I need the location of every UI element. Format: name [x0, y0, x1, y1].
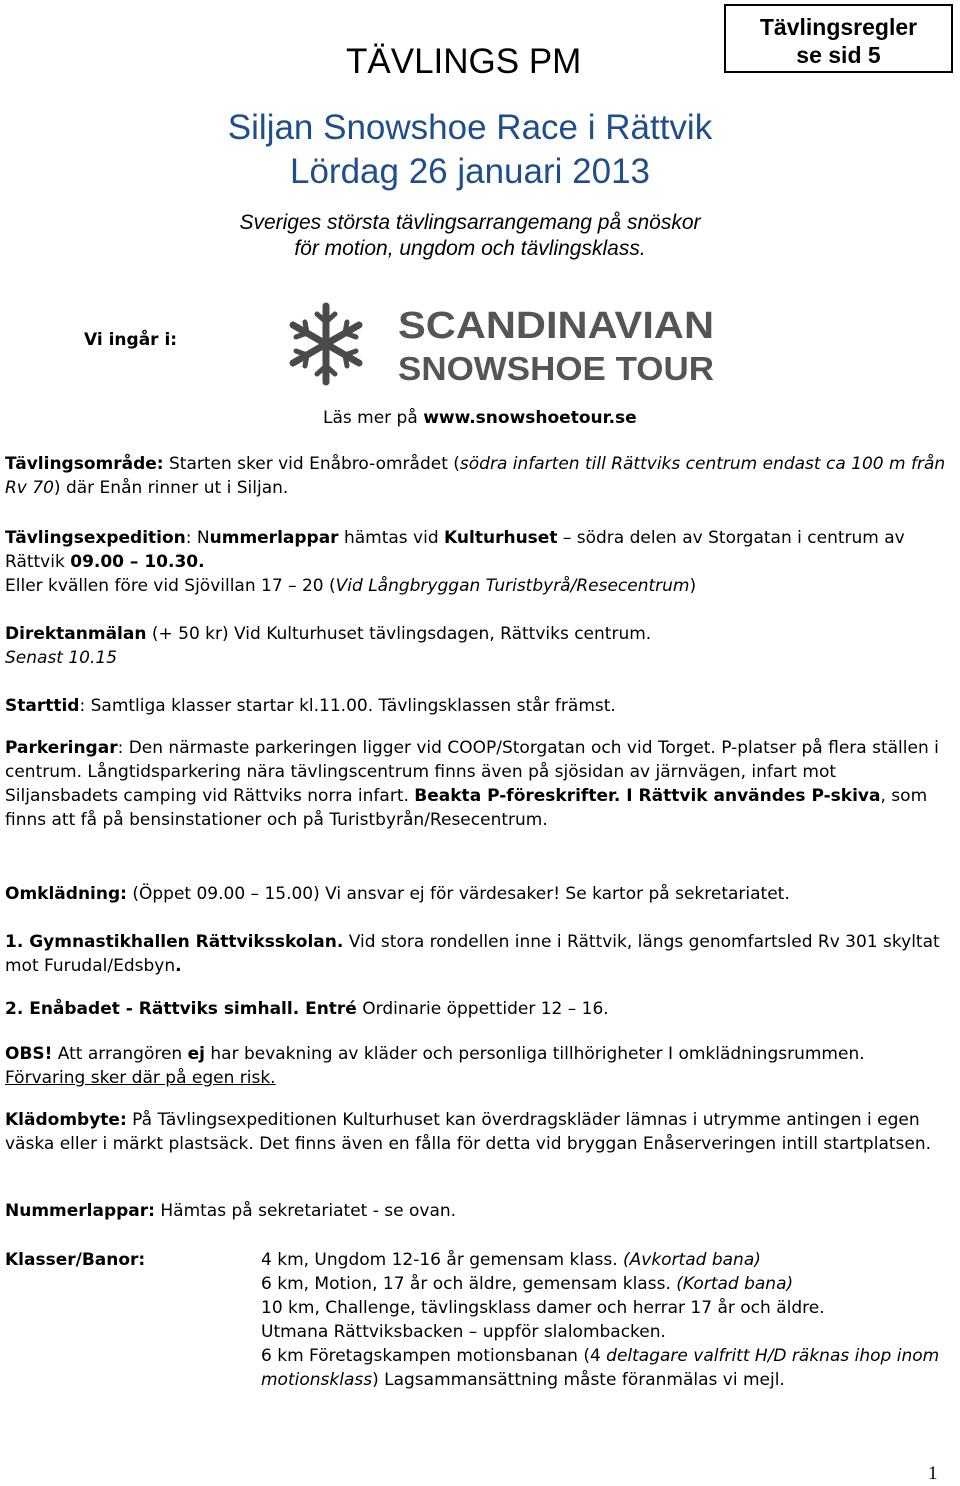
page-title: TÄVLINGS PM: [346, 42, 582, 81]
expedition-label: Tävlingsexpedition: [5, 528, 186, 548]
klass-note: (Avkortad bana): [623, 1250, 761, 1270]
event-heading: [160, 106, 780, 194]
starttid-label: Starttid: [5, 696, 80, 716]
obs-text-2: har bevakning av kläder och personliga tillhörigheter I omklädningsrummen.: [204, 1044, 865, 1064]
section-obs: [5, 1042, 950, 1090]
parkering-text: : Den närmaste parkeringen ligger vid COOP/Storgatan och vid Torget. P-platser på flera ställen i centrum. Långtidsparkering nära tävlingscentrum finns även på sjösidan av järnvägen, infart mot Siljansbadets camping vid Rättviks norra infart.: [5, 738, 939, 806]
section-parkeringar: [5, 736, 950, 832]
omrade-text: Starten sker vid Enåbro-området (: [163, 454, 460, 474]
omrade-label: Tävlingsområde:: [5, 454, 164, 474]
parkering-label: Parkeringar: [5, 738, 118, 758]
section-kladombyte: [5, 1108, 950, 1156]
expedition-text-3: – södra delen av Storgatan i centrum av Rättvik: [5, 528, 905, 572]
read-more-text: Läs mer på: [323, 408, 418, 428]
expedition-time: 09.00 – 10.30.: [70, 552, 205, 572]
expedition-bold-1: ummerlappar: [209, 528, 339, 548]
tour-link[interactable]: www.snowshoetour.se: [423, 408, 637, 428]
expedition-text-2: hämtas vid: [338, 528, 445, 548]
section-nummerlappar: [5, 1199, 950, 1223]
rules-box-line1: Tävlingsregler: [759, 14, 918, 40]
klass-note: deltagare valfritt H/D räknas ihop inom motionsklass: [261, 1346, 940, 1390]
obs-text: Att arrangören: [52, 1044, 188, 1064]
enabadet-title: 2. Enåbadet - Rättviks simhall. Entré: [5, 999, 357, 1019]
direkt-deadline: Senast 10.15: [5, 648, 118, 668]
tagline: [160, 210, 780, 262]
starttid-text: : Samtliga klasser startar kl.11.00. Tävlingsklassen står främst.: [79, 696, 616, 716]
tour-label: Vi ingår i:: [84, 330, 178, 350]
omrade-text-end: ) där Enån rinner ut i Siljan.: [53, 478, 289, 498]
nummerlappar-text: Hämtas på sekretariatet - se ovan.: [154, 1201, 457, 1221]
page-number: 1: [928, 1463, 938, 1484]
snowflake-icon: [293, 306, 359, 382]
omkladning-text: (Öppet 09.00 – 15.00) Vi ansvar ej för värdesaker! Se kartor på sekretariatet.: [126, 884, 790, 904]
tagline-line1: Sveriges största tävlingsarrangemang på snöskor: [239, 211, 701, 234]
section-omkladning: [5, 882, 950, 906]
kladombyte-text: På Tävlingsexpeditionen Kulturhuset kan överdragskläder lämnas i utrymme antingen i egen väska eller i märkt plastsäck. Det finns även en fålla för detta vid bryggan Enåserveringen intill startplatsen.: [5, 1110, 932, 1154]
direkt-label: Direktanmälan: [5, 624, 147, 644]
klass-item: [261, 1344, 951, 1392]
klass-text: 6 km, Motion, 17 år och äldre, gemensam klass.: [261, 1274, 677, 1294]
section-tavlingsexpedition: [5, 526, 950, 598]
klass-item: Utmana Rättviksbacken – uppför slalombacken.: [261, 1322, 666, 1342]
parkering-bold: Beakta P-föreskrifter. I Rättvik användes P-skiva: [414, 786, 881, 806]
expedition-text: : N: [185, 528, 210, 548]
klass-text: 4 km, Ungdom 12-16 år gemensam klass.: [261, 1250, 623, 1270]
parkering-text-end: , som finns att få på bensinstationer och på Turistbyrån/Resecentrum.: [5, 786, 928, 830]
section-gymnastikhallen: [5, 930, 950, 978]
kladombyte-label: Klädombyte:: [5, 1110, 127, 1130]
klass-item: 10 km, Challenge, tävlingsklass damer och herrar 17 år och äldre.: [261, 1298, 825, 1318]
omkladning-label: Omklädning:: [5, 884, 127, 904]
obs-bold: ej: [187, 1044, 205, 1064]
event-date: Lördag 26 januari 2013: [289, 152, 650, 191]
klasser-label: Klasser/Banor:: [5, 1250, 146, 1270]
rules-reference-box: [724, 4, 953, 73]
tagline-line2: för motion, ungdom och tävlingsklass.: [294, 237, 646, 260]
direkt-text: (+ 50 kr) Vid Kulturhuset tävlingsdagen, Rättviks centrum.: [146, 624, 652, 644]
obs-label: OBS!: [5, 1044, 53, 1064]
event-name: Siljan Snowshoe Race i Rättvik: [227, 108, 713, 147]
logo-line1: SCANDINAVIAN: [398, 305, 714, 347]
gymnastik-text: Vid stora rondellen inne i Rättvik, längs genomfartsled Rv 301 skyltat mot Furudal/Edsbyn: [5, 932, 940, 976]
section-tavlingsomrade: [5, 452, 950, 500]
klasser-list: [261, 1248, 951, 1392]
gymnastik-period: .: [175, 956, 182, 976]
section-starttid: [5, 694, 950, 718]
klass-note: (Kortad bana): [676, 1274, 794, 1294]
expedition-location: Vid Långbryggan Turistbyrå/Resecentrum: [335, 576, 690, 596]
nummerlappar-label: Nummerlappar:: [5, 1201, 155, 1221]
logo-line2: SNOWSHOE TOUR: [398, 350, 715, 387]
expedition-evening: Eller kvällen före vid Sjövillan 17 – 20 (: [5, 576, 336, 596]
klass-item: [261, 1272, 951, 1296]
klass-text: 6 km Företagskampen motionsbanan (4: [261, 1346, 607, 1366]
obs-underlined: Förvaring sker där på egen risk.: [5, 1068, 276, 1088]
expedition-bold-2: Kulturhuset: [444, 528, 558, 548]
read-more-line: [323, 406, 637, 430]
expedition-close: ): [689, 576, 697, 596]
section-enabadet: [5, 997, 950, 1021]
section-direktanmalan: [5, 622, 950, 670]
omrade-italic: södra infarten till Rättviks centrum endast ca 100 m från Rv 70: [5, 454, 946, 498]
enabadet-text: Ordinarie öppettider 12 – 16.: [356, 999, 609, 1019]
klass-item: [261, 1248, 951, 1272]
klass-text-end: ) Lagsammansättning måste föranmälas vi mejl.: [372, 1370, 785, 1390]
rules-box-line2: se sid 5: [796, 42, 881, 68]
gymnastik-title: 1. Gymnastikhallen Rättviksskolan.: [5, 932, 344, 952]
scandinavian-snowshoe-tour-logo: [284, 300, 716, 388]
